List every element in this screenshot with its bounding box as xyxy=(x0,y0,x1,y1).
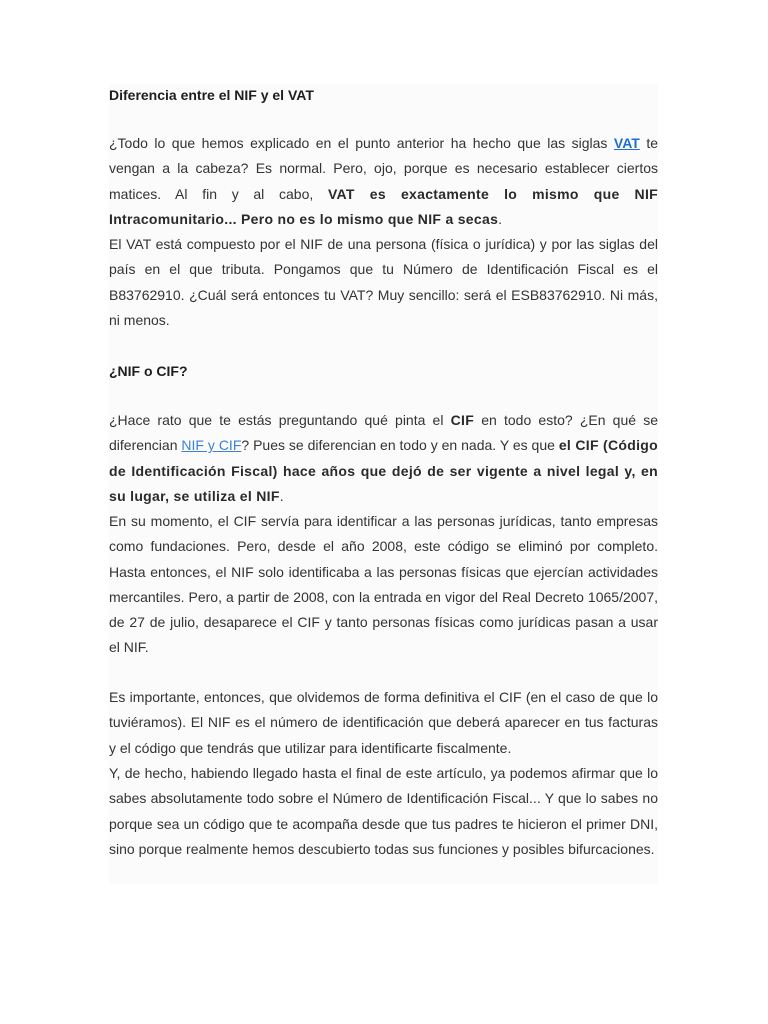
bold-text: CIF xyxy=(450,412,475,428)
paragraph-vat-composition: El VAT está compuesto por el NIF de una persona (física o jurídica) y por las siglas del país en el que tributa. Pongamos que tu Número de Identificación Fiscal es el B83762910. ¿Cuál será entonces tu VAT? Muy sencillo: será el ESB83762910. Ni más, ni menos. xyxy=(109,236,658,328)
bold-text: el CIF (Código de Identificación Fiscal) hace años que dejó de ser vigente a nivel legal y, en su lugar, se utiliza el NIF xyxy=(109,437,658,504)
section-heading-nif-cif: ¿NIF o CIF? xyxy=(109,363,188,379)
paragraph-cif-history: En su momento, el CIF servía para identificar a las personas jurídicas, tanto empresas como fundaciones. Pero, desde el año 2008, este código se eliminó por completo. Hasta entonces, el NIF solo identificaba a las personas físicas que ejercían actividades mercantiles. Pero, a partir de 2008, con la entrada en vigor del Real Decreto 1065/2007, de 27 de julio, desaparece el CIF y tanto personas físicas como jurídicas pasan a usar el NIF. xyxy=(109,513,658,656)
article-body xyxy=(109,84,658,884)
paragraph-conclusion: Y, de hecho, habiendo llegado hasta el final de este artículo, ya podemos afirmar que lo sabes absolutamente todo sobre el Número de Identificación Fiscal... Y que lo sabes no porque sea un código que te acompaña desde que tus padres te hicieron el primer DNI, sino porque realmente hemos descubierto todas sus funciones y posibles bifurcaciones. xyxy=(109,765,658,857)
section-heading-nif-vat: Diferencia entre el NIF y el VAT xyxy=(109,87,314,103)
paragraph-text: ¿Todo lo que hemos explicado en el punto anterior ha hecho que las siglas xyxy=(109,135,614,151)
paragraph-cif-intro xyxy=(109,408,658,509)
paragraph-vat-intro xyxy=(109,131,658,232)
paragraph-text: te vengan a la cabeza? Es normal. Pero, ojo, porque es necesario establecer ciertos matices. Al fin y al cabo, xyxy=(109,135,658,202)
paragraph-text: ¿Hace rato que te estás preguntando qué pinta el xyxy=(109,412,451,428)
paragraph-text: . xyxy=(498,210,503,227)
paragraph-text: ? Pues se diferencian en todo y en nada. Y es que xyxy=(241,437,559,454)
paragraph-text: . xyxy=(279,487,284,504)
vat-link[interactable]: VAT xyxy=(613,135,640,151)
bold-text: VAT es exactamente lo mismo que NIF Intracomunitario... Pero no es lo mismo que NIF a secas xyxy=(109,185,658,227)
paragraph-forget-cif: Es importante, entonces, que olvidemos de forma definitiva el CIF (en el caso de que lo tuviéramos). El NIF es el número de identificación que deberá aparecer en tus facturas y el código que tendrás que utilizar para identificarte fiscalmente. xyxy=(109,689,658,756)
nif-cif-link[interactable]: NIF y CIF xyxy=(181,437,242,454)
paragraph-text: en todo esto? ¿En qué se diferencian xyxy=(109,412,658,454)
